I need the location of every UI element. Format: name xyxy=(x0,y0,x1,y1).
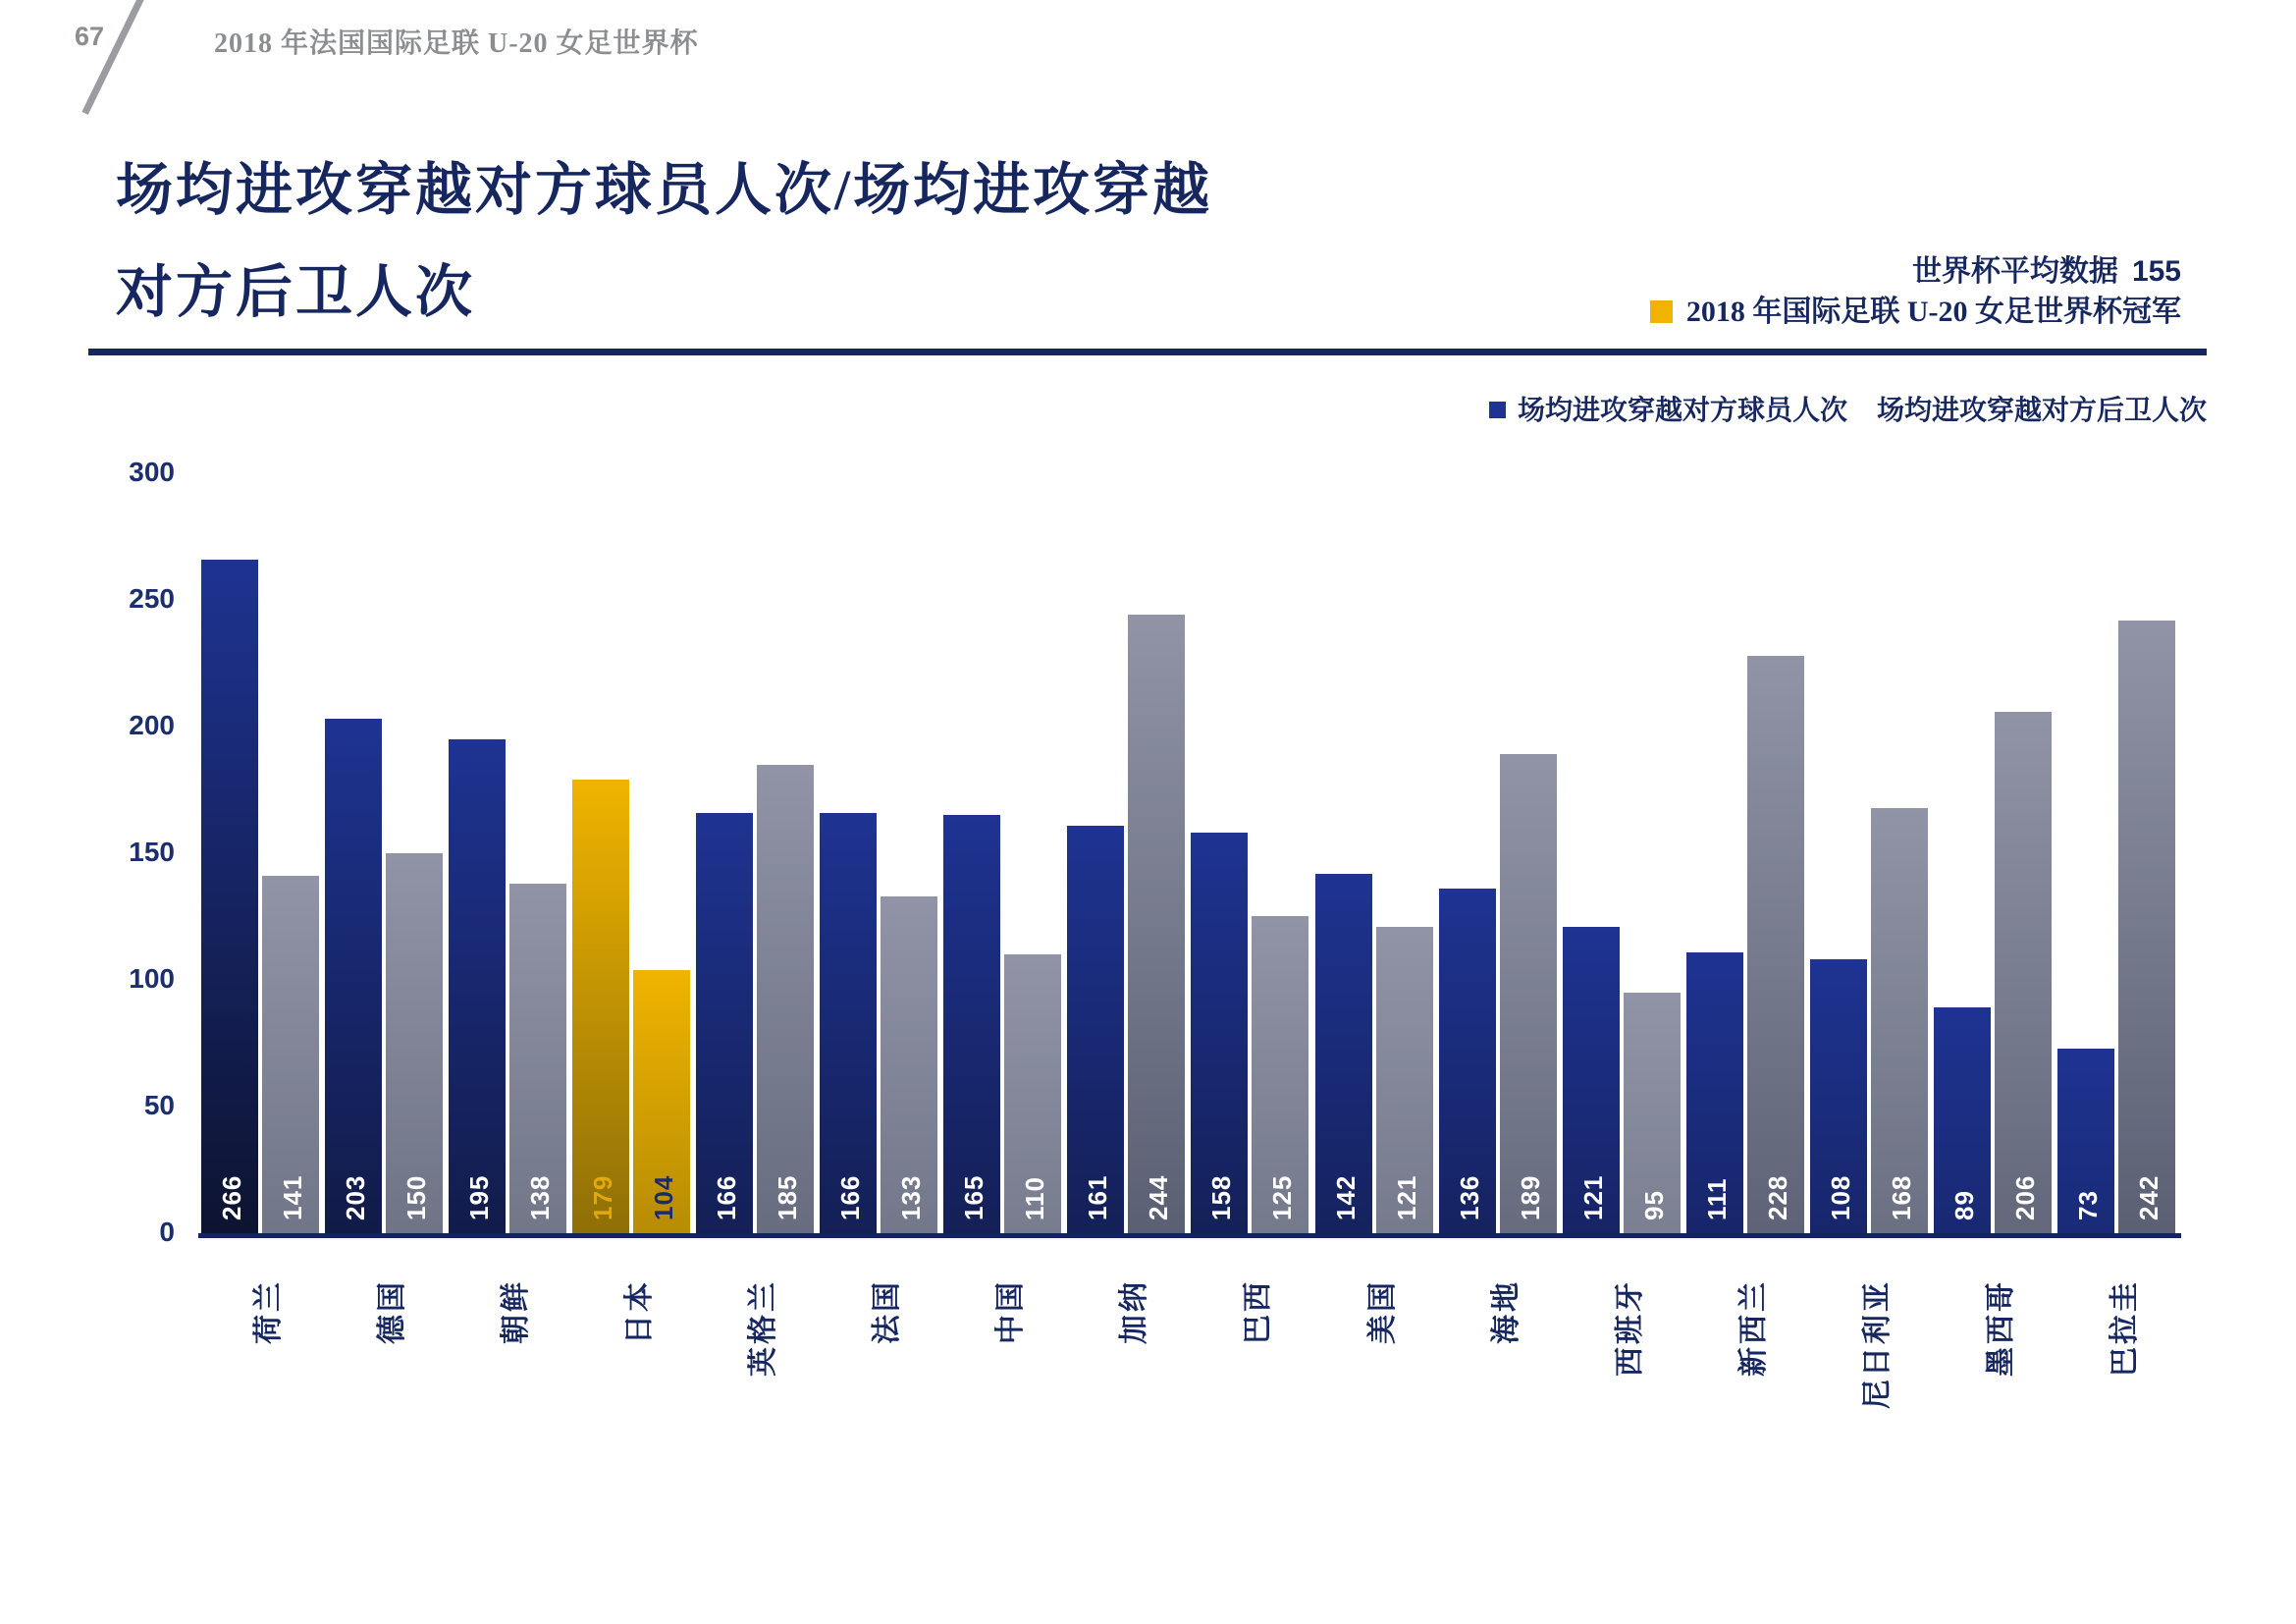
bar-value-label: 89 xyxy=(1949,1190,1979,1220)
bar-value-label: 228 xyxy=(1763,1174,1792,1220)
bar-巴拉圭-defenders xyxy=(2118,621,2175,1233)
bar-value-label: 95 xyxy=(1639,1190,1669,1220)
bar-value-label: 108 xyxy=(1826,1174,1855,1220)
category-label-巴西: 巴西 xyxy=(1242,1279,1274,1344)
bar-value-label: 266 xyxy=(217,1174,246,1220)
bar-加纳-players xyxy=(1067,826,1124,1233)
bar-德国-players xyxy=(325,719,382,1233)
bar-value-label: 150 xyxy=(401,1174,431,1220)
bar-巴西-players xyxy=(1191,833,1248,1233)
legend-series2-label: 场均进攻穿越对方后卫人次 xyxy=(1876,396,2207,426)
bar-value-label: 121 xyxy=(1392,1174,1421,1220)
y-axis-tick-label: 200 xyxy=(129,710,175,740)
category-label-西班牙: 西班牙 xyxy=(1614,1279,1646,1377)
bar-海地-defenders xyxy=(1500,754,1557,1233)
category-label-英格兰: 英格兰 xyxy=(747,1279,779,1377)
bar-value-label: 165 xyxy=(959,1174,988,1220)
bar-尼日利亚-defenders xyxy=(1871,808,1928,1233)
bar-value-label: 138 xyxy=(525,1174,555,1220)
champion-legend-label: 2018 年国际足联 U-20 女足世界杯冠军 xyxy=(1685,296,2181,328)
category-label-新西兰: 新西兰 xyxy=(1737,1279,1770,1377)
world-cup-average-label: 世界杯平均数据 xyxy=(1911,255,2118,288)
y-axis-tick-label: 0 xyxy=(159,1217,175,1247)
category-label-尼日利亚: 尼日利亚 xyxy=(1861,1279,1894,1409)
bar-value-label: 141 xyxy=(278,1174,307,1220)
bar-中国-players xyxy=(943,815,1000,1233)
bar-value-label: 121 xyxy=(1578,1174,1608,1220)
bar-value-label: 242 xyxy=(2134,1174,2163,1220)
category-label-德国: 德国 xyxy=(376,1279,408,1344)
bar-value-label: 161 xyxy=(1083,1174,1112,1220)
chart-title-line1: 场均进攻穿越对方球员人次/场均进攻穿越 xyxy=(116,158,1213,222)
bar-墨西哥-defenders xyxy=(1995,712,2052,1233)
y-axis-tick-label: 100 xyxy=(129,963,175,994)
bar-新西兰-defenders xyxy=(1747,656,1804,1233)
x-axis-baseline xyxy=(198,1233,2181,1238)
category-label-中国: 中国 xyxy=(994,1279,1027,1344)
category-label-墨西哥: 墨西哥 xyxy=(1985,1279,2017,1377)
category-label-荷兰: 荷兰 xyxy=(252,1279,285,1344)
bar-英格兰-players xyxy=(696,813,753,1233)
bar-朝鲜-players xyxy=(449,739,506,1233)
bar-value-label: 133 xyxy=(896,1174,926,1220)
chart-title-line2: 对方后卫人次 xyxy=(116,260,476,324)
bar-value-label: 185 xyxy=(773,1174,802,1220)
bar-法国-players xyxy=(820,813,877,1233)
category-label-朝鲜: 朝鲜 xyxy=(500,1279,532,1344)
category-label-法国: 法国 xyxy=(871,1279,903,1344)
bar-加纳-defenders xyxy=(1128,615,1185,1233)
bar-value-label: 73 xyxy=(2073,1190,2103,1220)
bar-荷兰-players xyxy=(201,560,258,1233)
bar-value-label: 136 xyxy=(1455,1174,1484,1220)
bar-value-label: 168 xyxy=(1887,1174,1916,1220)
bar-value-label: 166 xyxy=(712,1174,741,1220)
bar-value-label: 104 xyxy=(649,1174,678,1220)
y-axis-tick-label: 300 xyxy=(129,457,175,487)
legend-series1-label: 场均进攻穿越对方球员人次 xyxy=(1517,396,1847,426)
bar-value-label: 125 xyxy=(1267,1174,1297,1220)
bar-value-label: 111 xyxy=(1702,1177,1732,1220)
bar-英格兰-defenders xyxy=(757,765,814,1233)
category-label-巴拉圭: 巴拉圭 xyxy=(2109,1279,2141,1377)
category-label-加纳: 加纳 xyxy=(1118,1279,1150,1344)
y-axis-tick-label: 150 xyxy=(129,837,175,867)
bar-value-label: 110 xyxy=(1020,1176,1049,1220)
bar-value-label: 189 xyxy=(1516,1174,1545,1220)
y-axis-tick-label: 250 xyxy=(129,583,175,614)
bar-value-label: 195 xyxy=(464,1174,494,1220)
bar-value-label: 179 xyxy=(588,1174,617,1220)
category-label-美国: 美国 xyxy=(1366,1279,1399,1344)
category-label-日本: 日本 xyxy=(623,1279,656,1344)
bar-value-label: 203 xyxy=(341,1174,370,1220)
bar-日本-players xyxy=(572,780,629,1233)
page-header: 2018 年法国国际足联 U-20 女足世界杯 xyxy=(214,28,699,59)
bar-value-label: 142 xyxy=(1331,1174,1361,1220)
bar-value-label: 244 xyxy=(1144,1174,1173,1220)
bar-value-label: 206 xyxy=(2010,1174,2040,1220)
bar-value-label: 158 xyxy=(1206,1174,1236,1220)
y-axis-tick-label: 50 xyxy=(143,1090,175,1120)
category-label-海地: 海地 xyxy=(1490,1279,1522,1344)
bar-value-label: 166 xyxy=(835,1174,865,1220)
world-cup-average-value: 155 xyxy=(2131,255,2181,288)
page-number: 67 xyxy=(75,22,105,51)
